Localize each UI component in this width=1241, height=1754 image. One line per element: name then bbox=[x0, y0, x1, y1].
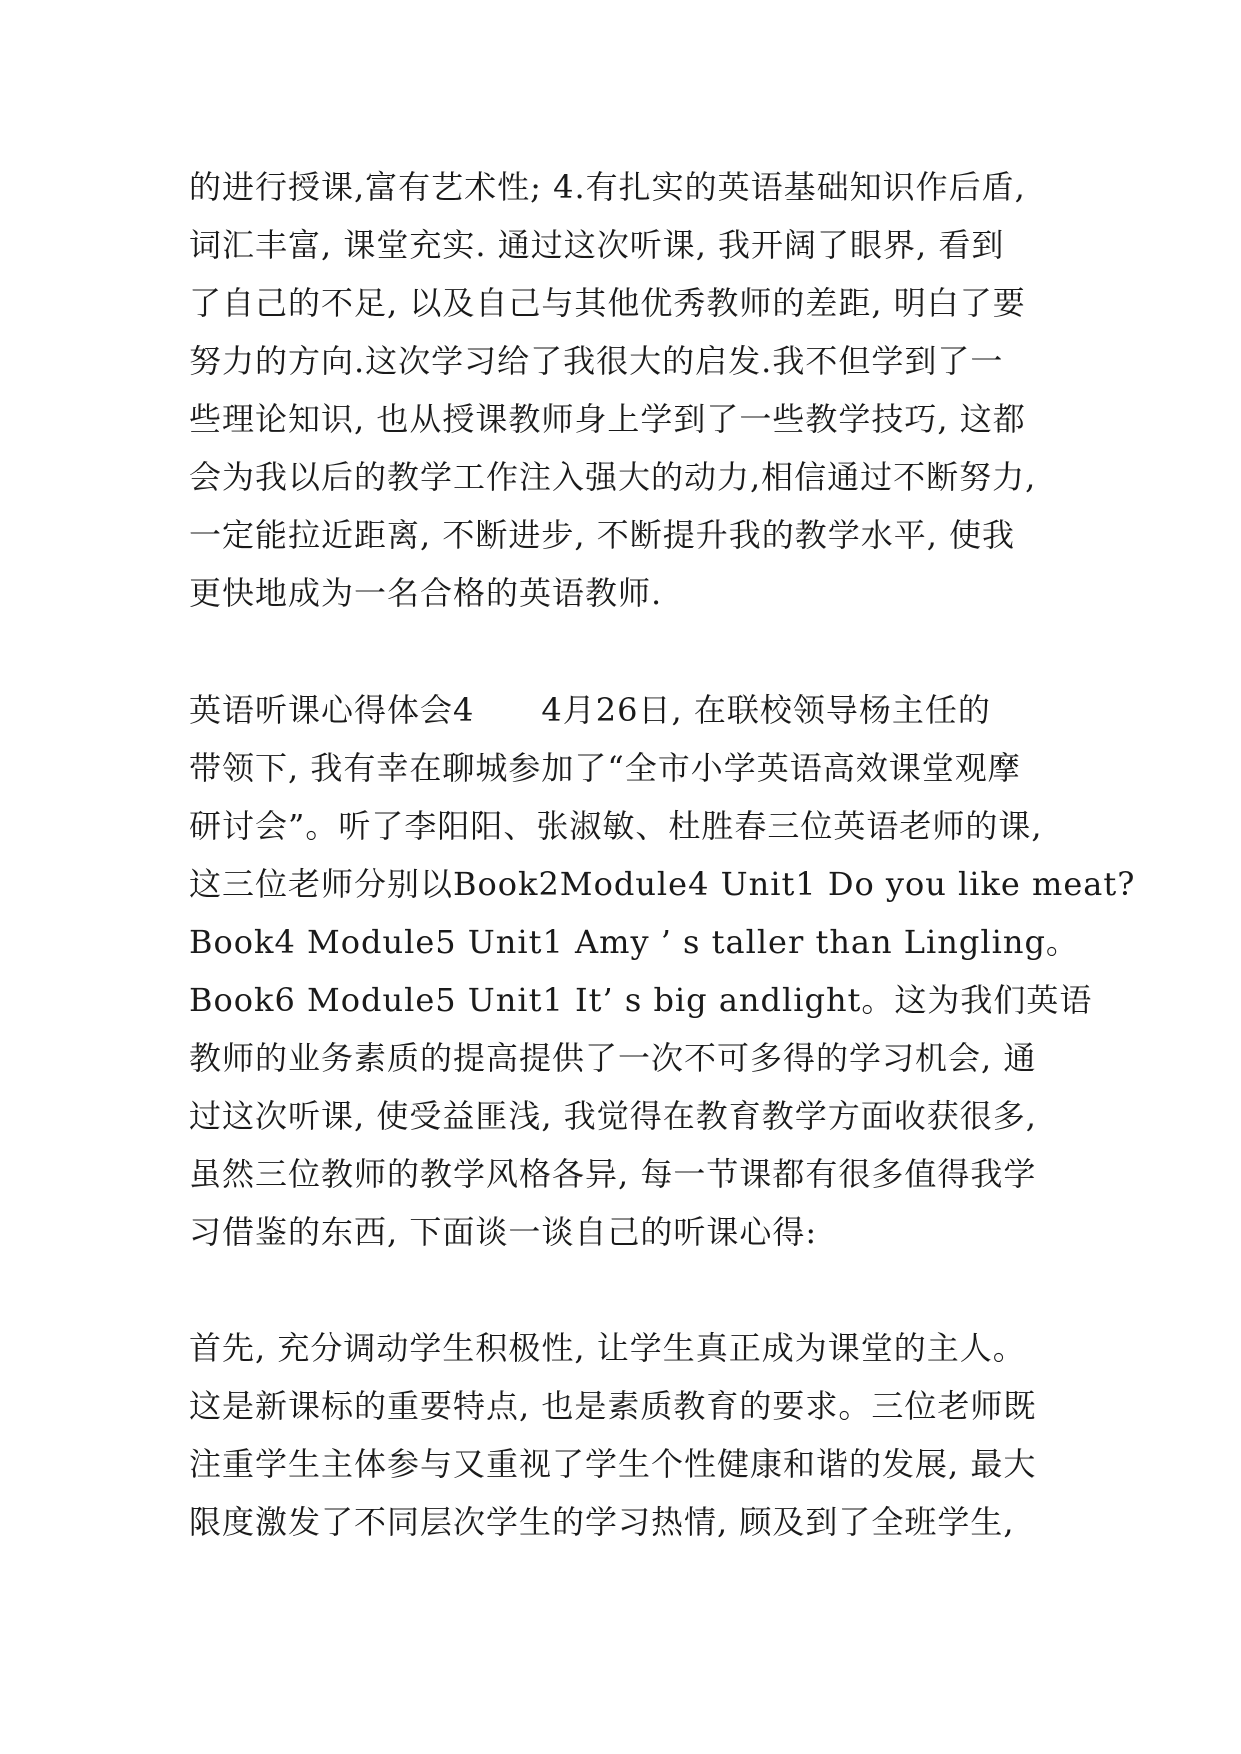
text-line: 习借鉴的东西, 下面谈一谈自己的听课心得: bbox=[189, 1213, 818, 1251]
text-line: 了自己的不足, 以及自己与其他优秀教师的差距, 明白了要 bbox=[189, 284, 1026, 322]
text-line: 首先, 充分调动学生积极性, 让学生真正成为课堂的主人。 bbox=[189, 1329, 1026, 1367]
paragraph-2 bbox=[189, 681, 1136, 1261]
text-line: 这是新课标的重要特点, 也是素质教育的要求。三位老师既 bbox=[189, 1387, 1037, 1425]
text-line: 词汇丰富, 课堂充实. 通过这次听课, 我开阔了眼界, 看到 bbox=[189, 226, 1005, 264]
text-line: 更快地成为一名合格的英语教师. bbox=[189, 574, 663, 612]
text-line: 这三位老师分别以Book2Module4 Unit1 Do you like meat? bbox=[189, 865, 1136, 903]
text-line: 会为我以后的教学工作注入强大的动力,相信通过不断努力, bbox=[189, 458, 1037, 496]
text-line: 带领下, 我有幸在聊城参加了“全市小学英语高效课堂观摩 bbox=[189, 749, 1021, 787]
paragraph-1 bbox=[189, 158, 1069, 622]
text-line: 教师的业务素质的提高提供了一次不可多得的学习机会, 通 bbox=[189, 1039, 1037, 1077]
text-line: 的进行授课,富有艺术性; 4.有扎实的英语基础知识作后盾, bbox=[189, 168, 1026, 206]
text-line: Book6 Module5 Unit1 It’ s big andlight。这为我们英语 bbox=[189, 981, 1093, 1019]
text-line: 注重学生主体参与又重视了学生个性健康和谐的发展, 最大 bbox=[189, 1445, 1037, 1483]
text-line: 研讨会”。听了李阳阳、张淑敏、杜胜春三位英语老师的课, bbox=[189, 807, 1043, 845]
text-line: 限度激发了不同层次学生的学习热情, 顾及到了全班学生, bbox=[189, 1503, 1015, 1541]
text-line: 努力的方向.这次学习给了我很大的启发.我不但学到了一 bbox=[189, 342, 1004, 380]
text-line: 过这次听课, 使受益匪浅, 我觉得在教育教学方面收获很多, bbox=[189, 1097, 1037, 1135]
text-line: Book4 Module5 Unit1 Amy ’ s taller than Lingling。 bbox=[189, 923, 1079, 961]
text-line: 虽然三位教师的教学风格各异, 每一节课都有很多值得我学 bbox=[189, 1155, 1037, 1193]
text-line: 些理论知识, 也从授课教师身上学到了一些教学技巧, 这都 bbox=[189, 400, 1026, 438]
text-line: 英语听课心得体会4 4月26日, 在联校领导杨主任的 bbox=[189, 691, 991, 729]
paragraph-3 bbox=[189, 1319, 1069, 1551]
text-line: 一定能拉近距离, 不断进步, 不断提升我的教学水平, 使我 bbox=[189, 516, 1016, 554]
